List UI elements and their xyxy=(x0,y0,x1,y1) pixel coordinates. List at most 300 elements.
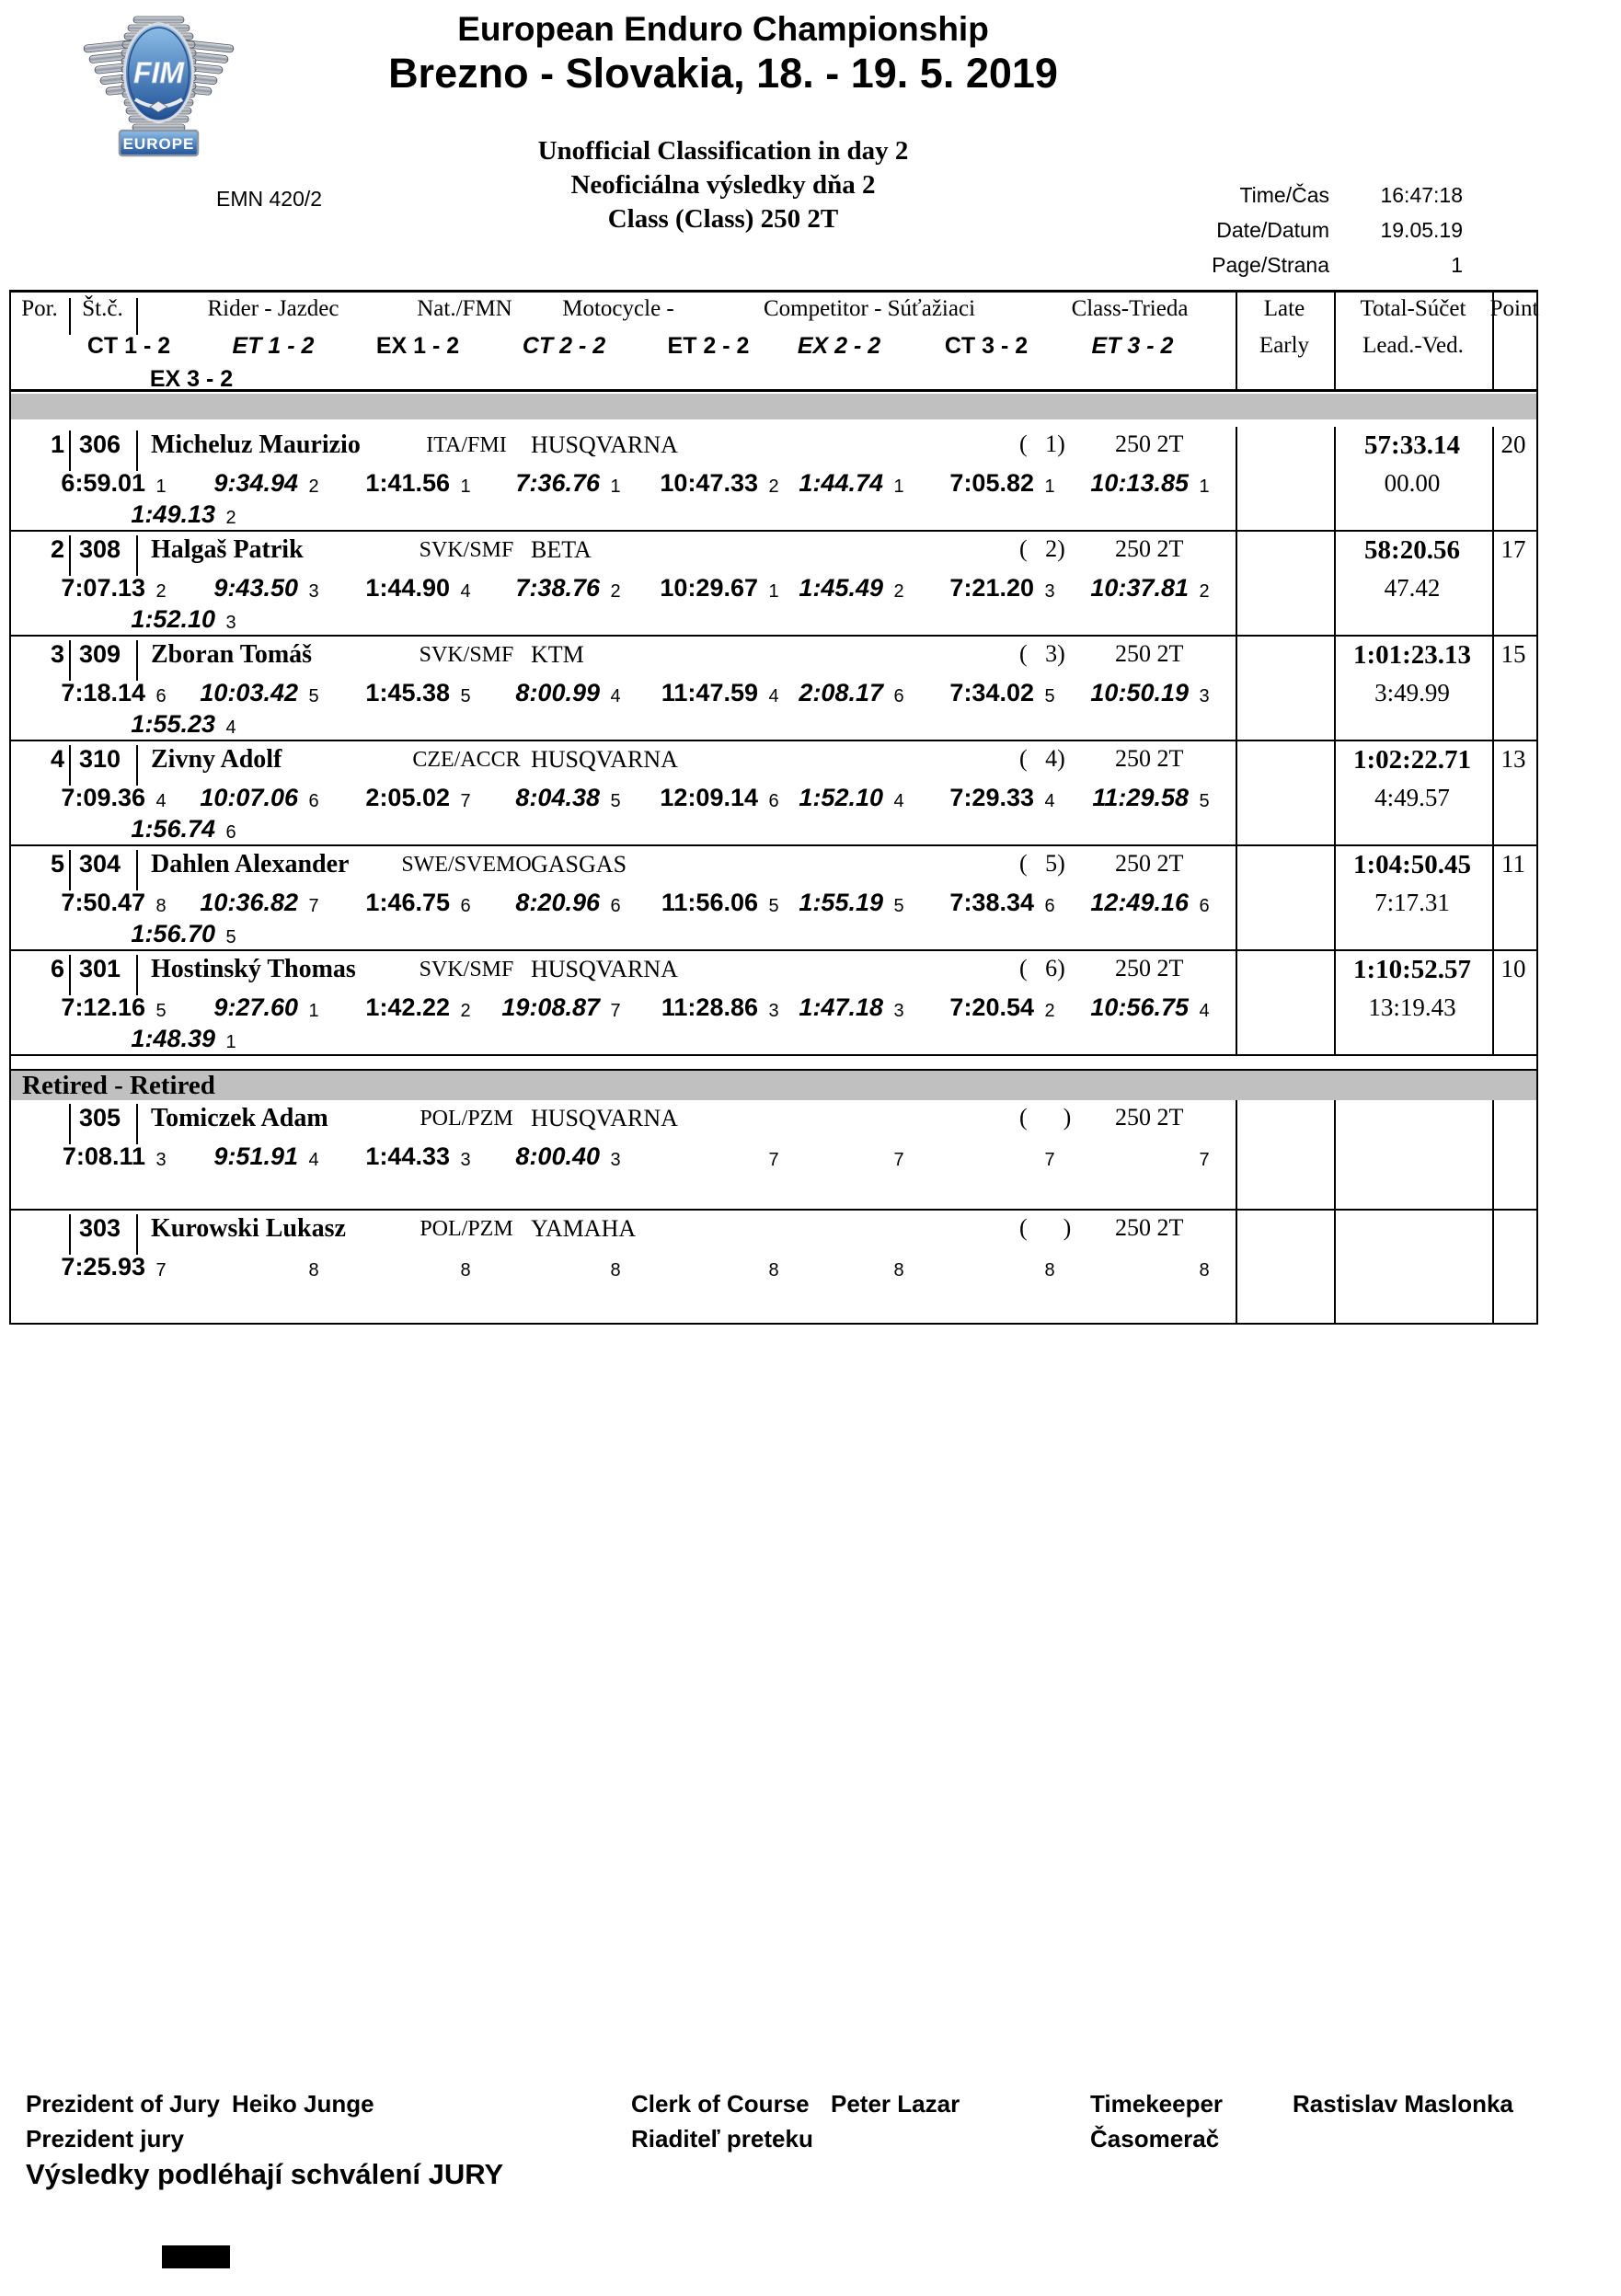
ct3-rank: 1 xyxy=(1044,476,1055,497)
ct1-cell xyxy=(11,1142,177,1171)
ct1-time: 7:18.14 xyxy=(61,679,145,706)
ex3-cell xyxy=(61,1025,247,1053)
rider-name: Hostinský Thomas xyxy=(151,955,356,983)
ct2-cell xyxy=(481,889,631,917)
ex2-cell xyxy=(789,574,914,603)
ex3-time xyxy=(61,1284,215,1292)
ct3-cell xyxy=(914,574,1065,603)
class-name: 250 2T xyxy=(1115,1214,1184,1241)
et3-time: 10:50.19 xyxy=(1090,679,1189,706)
ex1-cell xyxy=(328,784,481,812)
ex3-cell xyxy=(61,920,247,948)
et1-time: 10:03.42 xyxy=(200,679,298,706)
nationality: POL/PZM xyxy=(420,1107,513,1131)
ct1-cell xyxy=(11,993,177,1022)
nationality: POL/PZM xyxy=(420,1217,513,1241)
col-ct1: CT 1 - 2 xyxy=(86,333,171,359)
ct3-rank: 8 xyxy=(1044,1260,1055,1280)
points: 11 xyxy=(1501,850,1525,878)
class-name: 250 2T xyxy=(1115,850,1184,877)
table-header xyxy=(11,290,1539,392)
ct3-cell xyxy=(914,889,1065,917)
position: 2 xyxy=(50,535,64,563)
ct2-cell xyxy=(481,1142,631,1171)
ex1-rank: 6 xyxy=(460,896,471,916)
results-table xyxy=(9,290,1538,1325)
ct1-rank: 2 xyxy=(155,581,167,602)
ex3-rank: 4 xyxy=(225,718,236,738)
ex2-time xyxy=(789,1142,883,1171)
et2-rank: 4 xyxy=(768,686,779,706)
ex2-time xyxy=(789,1253,883,1281)
ct3-time: 7:29.33 xyxy=(949,784,1034,811)
svg-text:EUROPE: EUROPE xyxy=(122,135,195,153)
ex1-time: 1:44.33 xyxy=(365,1142,450,1170)
et2-cell xyxy=(631,679,789,707)
page-label: Page/Strana xyxy=(1212,253,1329,277)
ex1-rank: 7 xyxy=(460,791,471,811)
et1-time: 9:27.60 xyxy=(213,993,298,1021)
et2-time: 10:29.67 xyxy=(660,574,758,602)
et3-cell xyxy=(1065,469,1220,498)
et3-time: 11:29.58 xyxy=(1092,784,1189,811)
et1-rank: 1 xyxy=(308,1001,319,1021)
ct1-rank: 8 xyxy=(155,896,167,916)
points: 13 xyxy=(1500,745,1526,773)
et2-time: 11:56.06 xyxy=(661,889,758,916)
col-ct2: CT 2 - 2 xyxy=(522,333,606,359)
result-row xyxy=(11,951,1536,1056)
ex1-cell xyxy=(328,993,481,1022)
rider-name: Zivny Adolf xyxy=(151,745,282,774)
col-points: Point xyxy=(1489,296,1539,321)
et3-time xyxy=(1065,1142,1189,1171)
et3-rank: 2 xyxy=(1199,581,1210,602)
et2-time: 12:09.14 xyxy=(660,784,758,811)
ex1-cell xyxy=(328,469,481,498)
et1-rank: 2 xyxy=(308,476,319,497)
class-name: 250 2T xyxy=(1115,745,1184,772)
ct3-cell xyxy=(914,784,1065,812)
ex3-rank: 2 xyxy=(225,508,236,528)
class-line: Class (Class) 250 2T xyxy=(607,204,839,234)
ex3-cell xyxy=(61,1284,247,1292)
ct3-time xyxy=(914,1253,1034,1281)
ex3-time: 1:56.70 xyxy=(131,920,215,947)
et3-cell xyxy=(1065,993,1220,1022)
et3-rank: 5 xyxy=(1199,791,1210,811)
class-name: 250 2T xyxy=(1115,430,1184,457)
class-name: 250 2T xyxy=(1115,535,1184,562)
et2-rank: 3 xyxy=(768,1001,779,1021)
ct1-cell xyxy=(11,784,177,812)
result-row xyxy=(11,1100,1536,1211)
ex3-rank: 3 xyxy=(225,613,236,633)
approval-note: Výsledky podléhají schválení JURY xyxy=(26,2158,504,2190)
position: 4 xyxy=(50,745,64,773)
date-value: 19.05.19 xyxy=(1380,218,1463,242)
rider-name: Tomiczek Adam xyxy=(151,1104,328,1132)
total-time: 1:01:23.13 xyxy=(1352,640,1472,670)
col-class: Class-Trieda xyxy=(1071,296,1189,321)
class-position: ( 6) xyxy=(1019,955,1065,982)
col-early: Early xyxy=(1259,333,1310,358)
ct2-time: 7:38.76 xyxy=(515,574,600,602)
et3-rank: 7 xyxy=(1199,1150,1210,1170)
motorcycle: HUSQVARNA xyxy=(531,431,678,458)
ct2-rank: 4 xyxy=(610,686,621,706)
ex1-time: 1:44.90 xyxy=(365,574,450,602)
et1-rank: 3 xyxy=(308,581,319,602)
ex2-cell xyxy=(789,784,914,812)
col-rider: Rider - Jazdec xyxy=(207,296,339,321)
ex1-rank: 2 xyxy=(460,1001,471,1021)
rider-name: Zboran Tomáš xyxy=(151,640,313,669)
et2-rank: 5 xyxy=(768,896,779,916)
ex2-cell xyxy=(789,1253,914,1281)
points: 15 xyxy=(1500,640,1526,668)
gap-to-leader: 4:49.57 xyxy=(1374,784,1450,811)
class-name: 250 2T xyxy=(1115,1104,1184,1131)
ex3-rank xyxy=(215,1174,247,1181)
position: 1 xyxy=(50,430,64,458)
ct1-rank: 5 xyxy=(155,1001,167,1021)
et3-cell xyxy=(1065,1142,1220,1171)
gap-to-leader: 13:19.43 xyxy=(1368,993,1456,1021)
result-row xyxy=(11,532,1536,637)
gap-to-leader: 00.00 xyxy=(1384,469,1441,497)
timekeeper-label: Timekeeper xyxy=(1090,2090,1224,2118)
motorcycle: BETA xyxy=(531,536,592,563)
ex1-time: 1:46.75 xyxy=(365,889,450,916)
rider-number: 305 xyxy=(79,1104,121,1131)
ct1-cell xyxy=(11,1253,177,1281)
ex2-rank: 2 xyxy=(893,581,904,602)
points: 20 xyxy=(1500,430,1526,458)
ct3-cell xyxy=(914,1142,1065,1171)
ct1-rank: 4 xyxy=(155,791,167,811)
rider-number: 309 xyxy=(79,640,121,668)
col-late: Late xyxy=(1263,296,1305,321)
et2-cell xyxy=(631,1253,789,1281)
rider-number: 304 xyxy=(79,850,121,878)
ex2-rank: 4 xyxy=(893,791,904,811)
et2-rank: 8 xyxy=(768,1260,779,1280)
ex3-cell xyxy=(61,605,247,634)
ct1-rank: 1 xyxy=(155,476,167,497)
ct2-cell xyxy=(481,993,631,1022)
col-ex2: EX 2 - 2 xyxy=(797,333,881,359)
class-position: ( 5) xyxy=(1019,850,1065,877)
ex1-time xyxy=(328,1253,450,1281)
result-row xyxy=(11,846,1536,951)
event-title: European Enduro Championship xyxy=(457,10,989,48)
ct3-rank: 2 xyxy=(1044,1001,1055,1021)
jury-president-label: Prezident of Jury xyxy=(26,2090,220,2118)
et1-time: 10:07.06 xyxy=(200,784,298,811)
col-total: Total-Súčet xyxy=(1360,296,1466,321)
ct1-cell xyxy=(11,679,177,707)
ex1-cell xyxy=(328,1253,481,1281)
nationality: SWE/SVEMO xyxy=(401,853,532,877)
ex2-time: 1:44.74 xyxy=(799,469,883,497)
ct3-time: 7:21.20 xyxy=(949,574,1034,602)
ex3-cell xyxy=(61,1174,247,1181)
ct2-time: 8:20.96 xyxy=(515,889,600,916)
ct1-time: 7:09.36 xyxy=(61,784,145,811)
et3-cell xyxy=(1065,679,1220,707)
motorcycle: HUSQVARNA xyxy=(531,956,678,982)
et1-cell xyxy=(175,889,329,917)
et1-rank: 5 xyxy=(308,686,319,706)
ex3-rank xyxy=(215,1284,247,1292)
motorcycle: HUSQVARNA xyxy=(531,1105,678,1131)
result-row xyxy=(11,741,1536,846)
ct3-rank: 5 xyxy=(1044,686,1055,706)
ex1-cell xyxy=(328,1142,481,1171)
et1-time: 9:34.94 xyxy=(213,469,298,497)
total-time: 58:20.56 xyxy=(1364,535,1460,565)
ct2-rank: 7 xyxy=(610,1001,621,1021)
ex2-time: 1:47.18 xyxy=(799,993,883,1021)
jury-president-label-sk: Prezident jury xyxy=(26,2125,184,2152)
ex2-time: 1:45.49 xyxy=(799,574,883,602)
ex1-time: 1:45.38 xyxy=(365,679,450,706)
ex3-time: 1:49.13 xyxy=(131,500,215,528)
et3-cell xyxy=(1065,784,1220,812)
et2-rank: 2 xyxy=(768,476,779,497)
ct3-cell xyxy=(914,993,1065,1022)
et2-cell xyxy=(631,1142,789,1171)
ex3-rank: 6 xyxy=(225,822,236,843)
col-motorcycle: Motocycle - xyxy=(562,296,674,321)
ct1-time: 6:59.01 xyxy=(61,469,145,497)
gap-to-leader: 3:49.99 xyxy=(1374,679,1450,706)
ct1-rank: 6 xyxy=(155,686,167,706)
ct3-time: 7:38.34 xyxy=(949,889,1034,916)
ct1-time: 7:07.13 xyxy=(61,574,145,602)
ct3-cell xyxy=(914,469,1065,498)
et2-time: 11:28.86 xyxy=(661,993,758,1021)
classification-title-sk: Neoficiálna výsledky dňa 2 xyxy=(570,170,876,200)
ex2-rank: 6 xyxy=(893,686,904,706)
points: 17 xyxy=(1500,535,1526,563)
class-position: ( ) xyxy=(1019,1104,1072,1131)
footer-black-mark xyxy=(162,2245,230,2268)
ex1-cell xyxy=(328,574,481,603)
class-position: ( 2) xyxy=(1019,535,1065,562)
ct2-cell xyxy=(481,1253,631,1281)
et2-cell xyxy=(631,784,789,812)
et1-cell xyxy=(175,679,329,707)
ct3-time: 7:34.02 xyxy=(949,679,1034,706)
ct1-cell xyxy=(11,469,177,498)
col-ex1: EX 1 - 2 xyxy=(375,333,460,359)
ct3-time: 7:20.54 xyxy=(949,993,1034,1021)
class-position: ( ) xyxy=(1019,1214,1072,1241)
ex1-time: 2:05.02 xyxy=(365,784,450,811)
et3-rank: 1 xyxy=(1199,476,1210,497)
col-et2: ET 2 - 2 xyxy=(667,333,750,359)
gap-to-leader: 7:17.31 xyxy=(1374,889,1450,916)
clerk-name: Peter Lazar xyxy=(831,2090,960,2118)
ex1-rank: 3 xyxy=(460,1150,471,1170)
ex3-cell xyxy=(61,500,247,529)
ex2-cell xyxy=(789,993,914,1022)
ex1-rank: 8 xyxy=(460,1260,471,1280)
ct2-rank: 8 xyxy=(610,1260,621,1280)
ex3-time: 1:56.74 xyxy=(131,815,215,843)
et1-cell xyxy=(175,1142,329,1171)
et2-time: 11:47.59 xyxy=(661,679,758,706)
ct3-cell xyxy=(914,679,1065,707)
et3-cell xyxy=(1065,574,1220,603)
date-label: Date/Datum xyxy=(1216,218,1329,242)
ex2-cell xyxy=(789,469,914,498)
rider-number: 306 xyxy=(79,430,121,458)
ex3-cell xyxy=(61,710,247,739)
et1-cell xyxy=(175,1253,329,1281)
et1-rank: 4 xyxy=(308,1150,319,1170)
total-time: 57:33.14 xyxy=(1364,430,1460,460)
ex2-time: 1:52.10 xyxy=(799,784,883,811)
fim-logo-icon xyxy=(78,11,239,160)
total-time: 1:04:50.45 xyxy=(1352,850,1472,879)
classification-subtitle xyxy=(217,134,1229,236)
et3-rank: 3 xyxy=(1199,686,1210,706)
result-row xyxy=(11,637,1536,741)
ex2-rank: 1 xyxy=(893,476,904,497)
rider-number: 308 xyxy=(79,535,121,563)
ct1-rank: 7 xyxy=(155,1260,167,1280)
col-et1: ET 1 - 2 xyxy=(232,333,315,359)
ct1-time: 7:50.47 xyxy=(61,889,145,916)
et1-time: 9:43.50 xyxy=(213,574,298,602)
col-ex3: EX 3 - 2 xyxy=(149,366,234,392)
ct2-time: 7:36.76 xyxy=(515,469,600,497)
ex2-rank: 7 xyxy=(893,1150,904,1170)
ct2-time: 8:00.40 xyxy=(515,1142,600,1170)
position: 6 xyxy=(50,955,64,982)
et3-time xyxy=(1065,1253,1189,1281)
ex1-rank: 5 xyxy=(460,686,471,706)
et2-cell xyxy=(631,574,789,603)
ct2-cell xyxy=(481,574,631,603)
ct1-cell xyxy=(11,574,177,603)
time-label: Time/Čas xyxy=(1239,183,1329,207)
rider-name: Kurowski Lukasz xyxy=(151,1214,346,1243)
motorcycle: KTM xyxy=(531,641,584,668)
jury-president-name: Heiko Junge xyxy=(232,2090,374,2118)
et2-time xyxy=(631,1253,758,1281)
points: 10 xyxy=(1500,955,1526,982)
ex2-rank: 8 xyxy=(893,1260,904,1280)
retired-rows xyxy=(11,1100,1536,1325)
et1-cell xyxy=(175,574,329,603)
et3-rank: 8 xyxy=(1199,1260,1210,1280)
class-position: ( 1) xyxy=(1019,430,1065,457)
ex3-time: 1:48.39 xyxy=(131,1025,215,1052)
ct2-time xyxy=(481,1253,600,1281)
total-time: 1:10:52.57 xyxy=(1352,955,1472,984)
motorcycle: YAMAHA xyxy=(531,1215,637,1242)
classification-title: Unofficial Classification in day 2 xyxy=(537,136,909,166)
ct2-time: 19:08.87 xyxy=(501,993,600,1021)
timekeeper-name: Rastislav Maslonka xyxy=(1293,2090,1513,2118)
ct1-time: 7:25.93 xyxy=(61,1253,145,1280)
et3-rank: 6 xyxy=(1199,896,1210,916)
retired-section-header: Retired - Retired xyxy=(11,1069,1536,1100)
ct3-time xyxy=(914,1142,1034,1171)
time-value: 16:47:18 xyxy=(1380,183,1463,207)
timekeeper-label-sk: Časomerač xyxy=(1090,2125,1220,2152)
rider-number: 310 xyxy=(79,745,121,773)
col-nationality: Nat./FMN xyxy=(417,296,512,321)
ex3-time: 1:52.10 xyxy=(131,605,215,633)
ct1-time: 7:12.16 xyxy=(61,993,145,1021)
nationality: SVK/SMF xyxy=(419,538,514,562)
ex1-rank: 4 xyxy=(460,581,471,602)
event-header xyxy=(217,9,1229,98)
position: 3 xyxy=(50,640,64,668)
ex3-time: 1:55.23 xyxy=(131,710,215,738)
ex2-cell xyxy=(789,1142,914,1171)
ex3-time xyxy=(61,1174,215,1181)
svg-text:FIM: FIM xyxy=(132,56,185,89)
rider-number: 303 xyxy=(79,1214,121,1242)
class-position: ( 4) xyxy=(1019,745,1065,772)
nationality: ITA/FMI xyxy=(426,433,507,457)
ex2-cell xyxy=(789,679,914,707)
ct1-rank: 3 xyxy=(155,1150,167,1170)
et1-rank: 7 xyxy=(308,896,319,916)
et2-rank: 7 xyxy=(768,1150,779,1170)
nationality: SVK/SMF xyxy=(419,958,514,982)
et2-cell xyxy=(631,889,789,917)
ct3-rank: 3 xyxy=(1044,581,1055,602)
et3-cell xyxy=(1065,1253,1220,1281)
rider-name: Halgaš Patrik xyxy=(151,535,304,564)
et2-time: 10:47.33 xyxy=(660,469,758,497)
ct2-cell xyxy=(481,469,631,498)
class-name: 250 2T xyxy=(1115,955,1184,982)
rider-name: Micheluz Maurizio xyxy=(151,430,361,459)
ct2-rank: 2 xyxy=(610,581,621,602)
clerk-label: Clerk of Course xyxy=(631,2090,810,2118)
position: 5 xyxy=(50,850,64,878)
ex2-rank: 3 xyxy=(893,1001,904,1021)
et3-time: 10:13.85 xyxy=(1090,469,1189,497)
et3-cell xyxy=(1065,889,1220,917)
et1-cell xyxy=(175,993,329,1022)
rider-number: 301 xyxy=(79,955,121,982)
clerk-label-sk: Riaditeľ preteku xyxy=(631,2125,813,2152)
ct3-rank: 4 xyxy=(1044,791,1055,811)
col-et3: ET 3 - 2 xyxy=(1091,333,1174,359)
nationality: SVK/SMF xyxy=(419,643,514,667)
et1-rank: 6 xyxy=(308,791,319,811)
ct2-time: 8:04.38 xyxy=(515,784,600,811)
motorcycle: GASGAS xyxy=(531,851,627,878)
ct1-time: 7:08.11 xyxy=(62,1142,145,1170)
page-value: 1 xyxy=(1451,253,1463,277)
et2-time xyxy=(631,1142,758,1171)
et1-time xyxy=(175,1253,298,1281)
ct2-rank: 3 xyxy=(610,1150,621,1170)
ex1-time: 1:41.56 xyxy=(365,469,450,497)
et2-cell xyxy=(631,469,789,498)
col-number: Št.č. xyxy=(82,296,123,321)
